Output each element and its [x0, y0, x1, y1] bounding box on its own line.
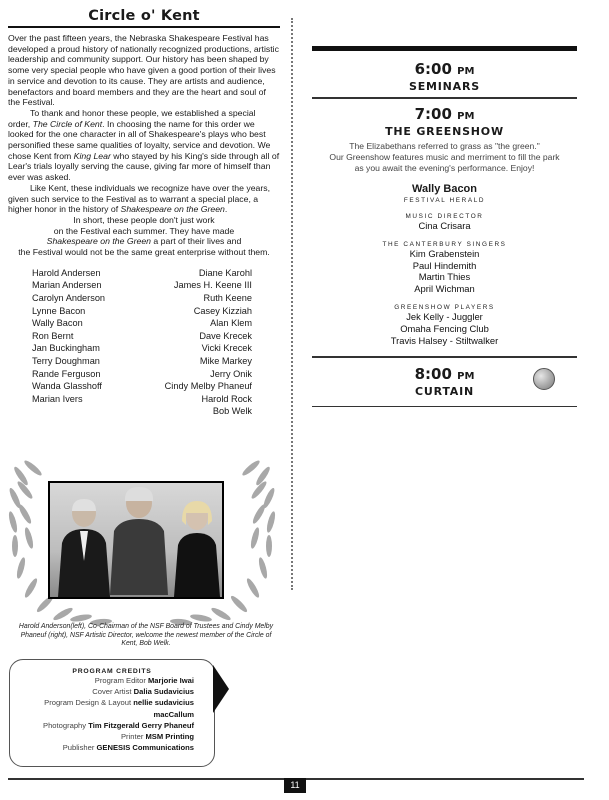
credit-person: GENESIS Communications	[96, 743, 194, 753]
curtain-title: CURTAIN	[414, 384, 475, 398]
credit-row	[10, 675, 214, 686]
time-ampm: PM	[457, 370, 475, 382]
time-value: 6:00	[414, 60, 452, 78]
honoree-name: Ron Bernt	[32, 330, 74, 341]
photo-with-laurel	[8, 455, 280, 620]
laurel-leaf-icon	[210, 606, 232, 622]
laurel-leaf-icon	[70, 613, 93, 623]
honoree-name: Marian Ivers	[32, 393, 83, 404]
decorative-ball-icon	[533, 368, 555, 390]
desc-line: Our Greenshow features music and merriment to fill the park	[329, 151, 560, 162]
credit-row	[10, 697, 214, 719]
laurel-leaf-icon	[23, 527, 34, 550]
honoree-name: Mike Markey	[199, 355, 252, 366]
honoree-name: James H. Keene III	[173, 280, 252, 291]
honoree-name: Harold Andersen	[32, 267, 101, 278]
credit-role: Cover Artist	[92, 687, 132, 697]
honoree-name: Lynne Bacon	[32, 305, 86, 316]
credits-list	[10, 675, 214, 753]
laurel-leaf-icon	[12, 535, 18, 557]
laurel-leaf-icon	[23, 577, 39, 599]
herald-role: FESTIVAL HERALD	[403, 196, 486, 204]
laurel-leaf-icon	[190, 613, 213, 623]
laurel-leaf-icon	[249, 527, 260, 550]
text-run: . In choosing the name for this order we looked for the one character in all of Shakespeare's plays who best personified these same qualities of loyalty, service and devotion. We chose Kent from	[8, 118, 271, 161]
schedule-bottom-rule	[312, 406, 577, 408]
honorees-column-left	[32, 267, 105, 406]
king-lear-em: King Lear	[73, 150, 111, 161]
text-run: .	[224, 204, 228, 215]
time-ampm: PM	[457, 66, 475, 77]
greenshow-description	[312, 141, 577, 174]
credit-row	[10, 731, 214, 742]
honoree-name: Dave Krecek	[199, 330, 252, 341]
column-divider	[291, 18, 293, 590]
credits-heading: PROGRAM CREDITS	[72, 668, 152, 675]
text-run: who stayed by his King's side through all of Lear's trials loyally serving the cause, giving far more of himself than ever was asked.	[8, 150, 280, 183]
honoree-name: Vicki Krecek	[201, 343, 252, 354]
honorees-list	[8, 267, 280, 427]
award-photo	[48, 481, 224, 599]
singers-role: THE CANTERBURY SINGERS	[382, 241, 507, 249]
laurel-leaf-icon	[15, 557, 26, 580]
players-role: GREENSHOW PLAYERS	[394, 304, 495, 312]
honoree-name: Marian Andersen	[32, 280, 102, 291]
honoree-name: Terry Doughman	[32, 355, 100, 366]
honoree-name: Rande Ferguson	[32, 368, 101, 379]
page-number: 11	[284, 778, 306, 793]
credit-role: Program Design & Layout	[44, 698, 132, 708]
center-line-2: on the Festival each summer. They have made	[53, 225, 235, 236]
player-name: Travis Halsey - Stiltwalker	[390, 334, 499, 346]
laurel-leaf-icon	[23, 459, 44, 478]
paragraph-1: Over the past fifteen years, the Nebraska Shakespeare Festival has developed a proud history of nationally recognized productions, artistic leadership and community support. Our history has been shaped by some very special people who have given a good portion of their lives in service and devotion to its cause. They are artists and audience, benefactors and board members and they are the heart and soul of the Festival.	[8, 33, 279, 108]
laurel-leaf-icon	[7, 511, 18, 534]
laurel-leaf-icon	[257, 557, 268, 580]
honoree-name: Harold Rock	[201, 393, 252, 404]
time-value: 7:00	[414, 104, 452, 123]
honorees-column-right	[165, 267, 252, 418]
laurel-leaf-icon	[17, 503, 33, 525]
center-line-3	[8, 236, 280, 247]
honoree-name: Carolyn Anderson	[32, 292, 106, 303]
schedule-column	[312, 46, 577, 407]
person-left-figure	[54, 491, 112, 597]
article-column	[8, 8, 280, 427]
seminars-time	[312, 61, 577, 80]
article-header	[8, 8, 280, 28]
laurel-leaf-icon	[266, 535, 272, 557]
credit-role: Program Editor	[94, 676, 146, 685]
article-title: Circle o' Kent	[88, 8, 200, 24]
credit-person: Marjorie Iwai	[147, 676, 194, 685]
text-run: Like Kent, these individuals we recognize have over the years, given such service to the Festival as to warrant a special place, a higher honor in the history of	[8, 182, 271, 215]
laurel-leaf-icon	[265, 511, 276, 534]
greenshow-time	[312, 106, 577, 125]
honoree-name: Bob Welk	[212, 406, 252, 417]
desc-line: The Elizabethans referred to grass as "the green."	[349, 140, 540, 151]
greenshow-title: THE GREENSHOW	[385, 124, 504, 138]
players-list	[312, 311, 577, 346]
singers-list	[312, 248, 577, 294]
circle-of-kent-em: The Circle of Kent	[32, 118, 103, 129]
credit-person: nellie sudavicius macCallum	[133, 698, 194, 719]
schedule-seminars	[312, 51, 577, 97]
article-body	[8, 33, 280, 258]
shakespeare-em: Shakespeare on the Green	[46, 236, 151, 247]
laurel-leaf-icon	[251, 503, 267, 525]
shakespeare-em: Shakespeare on the Green	[120, 204, 225, 215]
time-value: 8:00	[414, 364, 452, 383]
laurel-leaf-icon	[245, 577, 261, 599]
credit-person: Tim Fitzgerald Gerry Phaneuf	[88, 720, 194, 730]
schedule-greenshow	[312, 99, 577, 357]
person-right-figure	[172, 495, 222, 597]
honoree-name: Cindy Melby Phaneuf	[164, 381, 252, 392]
singer-name: Martin Thies	[418, 271, 471, 283]
credits-tab-decoration	[213, 665, 229, 713]
center-line-4: the Festival would not be the same great enterprise without them.	[18, 247, 270, 258]
laurel-leaf-icon	[229, 594, 249, 614]
honoree-name: Jan Buckingham	[32, 343, 100, 354]
herald-name: Wally Bacon	[412, 182, 477, 195]
honoree-name: Jerry Onik	[210, 368, 252, 379]
honoree-name: Diane Karohl	[198, 267, 252, 278]
credit-row	[10, 686, 214, 697]
paragraph-3	[8, 183, 280, 215]
music-director-name: Cina Crisara	[418, 219, 471, 231]
credit-row	[10, 720, 214, 731]
player-name: Omaha Fencing Club	[400, 323, 489, 335]
singer-name: Kim Grabenstein	[409, 248, 480, 260]
honoree-name: Casey Kizziah	[193, 305, 252, 316]
schedule-curtain	[312, 358, 577, 406]
credit-role: Printer	[120, 732, 144, 742]
singer-name: April Wichman	[414, 282, 475, 294]
credit-role: Publisher	[62, 743, 95, 753]
honoree-name: Wanda Glasshoff	[32, 381, 102, 392]
person-center-figure	[108, 483, 170, 595]
music-director-role: MUSIC DIRECTOR	[405, 212, 484, 220]
text-run: a part of their lives and	[151, 236, 242, 247]
paragraph-2	[8, 108, 280, 183]
honoree-name: Alan Klem	[210, 318, 252, 329]
honoree-name: Wally Bacon	[32, 318, 83, 329]
singer-name: Paul Hindemith	[412, 259, 477, 271]
time-ampm: PM	[457, 110, 475, 122]
program-credits-box	[9, 659, 215, 767]
honoree-name: Ruth Keene	[203, 292, 252, 303]
player-name: Jek Kelly - Juggler	[406, 311, 483, 323]
laurel-leaf-icon	[241, 459, 262, 478]
seminars-title: SEMINARS	[409, 80, 480, 93]
desc-line: as you await the evening's performance. Enjoy!	[354, 162, 535, 173]
center-line-1: In short, these people don't just work	[73, 214, 215, 225]
credit-person: MSM Printing	[145, 732, 194, 742]
text-run: To thank and honor these people, we established a special order,	[8, 107, 256, 129]
credit-row	[10, 742, 214, 753]
credit-role: Photography	[43, 720, 87, 730]
photo-caption: Harold Anderson(left), Co-Chairman of the NSF Board of Trustees and Cindy Melby Phaneuf (right), NSF Artistic Director, welcome the newest member of the Circle of Kent, Bob Welk.	[18, 623, 274, 648]
credit-person: Dalia Sudavicius	[133, 687, 194, 697]
